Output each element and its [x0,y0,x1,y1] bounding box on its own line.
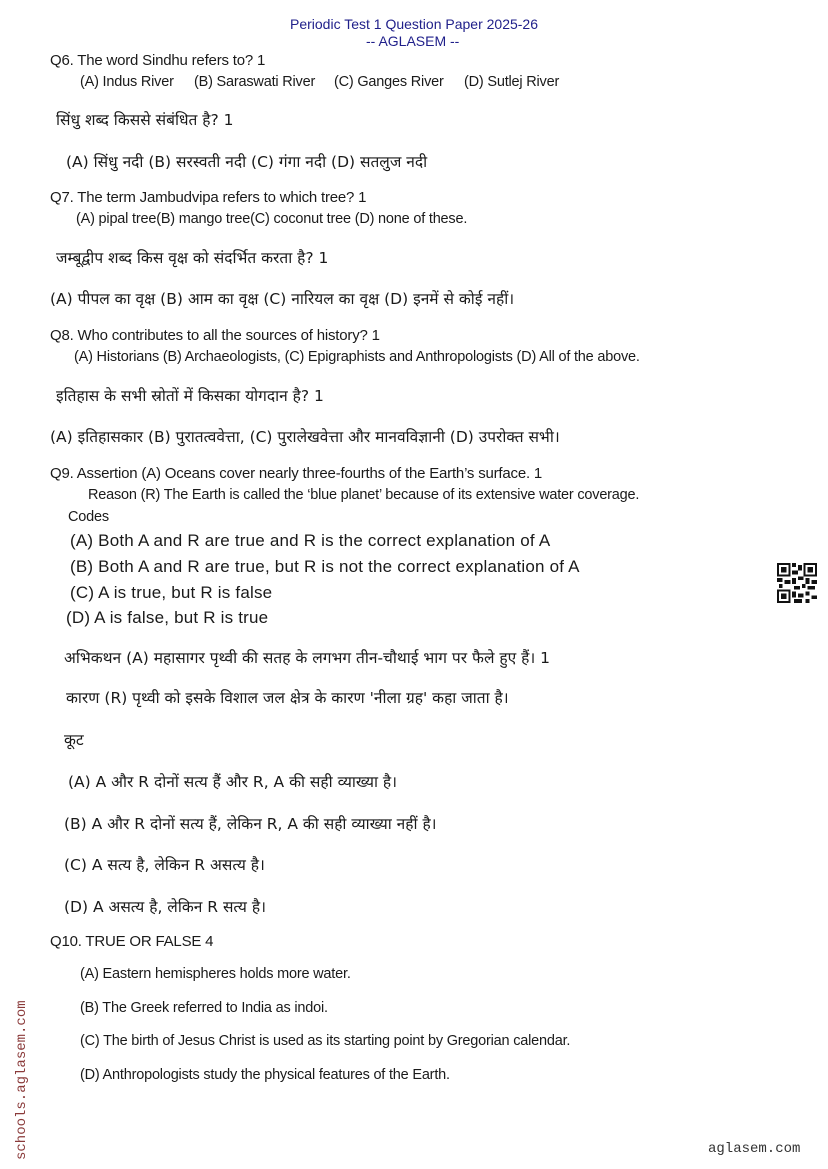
paper-title: Periodic Test 1 Question Paper 2025-26 [290,16,539,32]
footer-watermark: aglasem.com [708,1141,801,1157]
q9-codes-label-en: Codes [68,509,109,525]
q9-code-b-en: (B) Both A and R are true, but R is not the correct explanation of A [70,557,580,576]
q6-option-b: (B) Saraswati River [194,74,316,90]
qr-code-icon [777,563,817,603]
q9-reason-en: Reason (R) The Earth is called the ‘blue planet’ because of its extensive water coverage. [88,487,640,503]
q7-options-hi: (A) पीपल का वृक्ष (B) आम का वृक्ष (C) नारियल का वृक्ष (D) इनमें से कोई नहीं। [50,290,515,308]
q10-question-en: Q10. TRUE OR FALSE 4 [50,933,214,950]
q7-question-hi: जम्बूद्वीप शब्द किस वृक्ष को संदर्भित करता है? 1 [56,249,329,267]
q6-option-a: (A) Indus River [80,74,174,90]
q7-options-en: (A) pipal tree(B) mango tree(C) coconut tree (D) none of these. [76,211,468,227]
q9-code-d-hi: (D) A असत्य है, लेकिन R सत्य है। [64,898,266,916]
q9-assertion-hi: अभिकथन (A) महासागर पृथ्वी की सतह के लगभग तीन-चौथाई भाग पर फैले हुए हैं। 1 [64,649,550,667]
q8-question-hi: इतिहास के सभी स्रोतों में किसका योगदान है? 1 [56,387,324,405]
q10-item-d: (D) Anthropologists study the physical features of the Earth. [80,1067,450,1083]
q6-option-d: (D) Sutlej River [464,74,560,90]
q6-question-hi: सिंधु शब्द किससे संबंधित है? 1 [56,111,234,129]
q9-code-d-en: (D) A is false, but R is true [66,608,269,627]
q8-options-en: (A) Historians (B) Archaeologists, (C) Epigraphists and Anthropologists (D) All of the above. [74,349,640,365]
q10-item-a: (A) Eastern hemispheres holds more water. [80,966,351,982]
q6-question-en: Q6. The word Sindhu refers to? 1 [50,52,266,69]
q8-question-en: Q8. Who contributes to all the sources of history? 1 [50,327,380,344]
q9-codes-label-hi: कूट [64,731,84,749]
q9-code-c-hi: (C) A सत्य है, लेकिन R असत्य है। [64,856,265,874]
q8-options-hi: (A) इतिहासकार (B) पुरातत्ववेत्ता, (C) पुरालेखवेत्ता और मानवविज्ञानी (D) उपरोक्त सभी। [50,428,560,446]
q9-code-a-en: (A) Both A and R are true and R is the correct explanation of A [70,531,551,550]
q6-option-c: (C) Ganges River [334,74,444,90]
q9-code-a-hi: (A) A और R दोनों सत्य हैं और R, A की सही व्याख्या है। [68,773,397,791]
side-watermark: schools.aglasem.com [14,1000,30,1160]
paper-subtitle: -- AGLASEM -- [366,33,460,49]
q9-assertion-en: Q9. Assertion (A) Oceans cover nearly three-fourths of the Earth’s surface. 1 [50,465,543,482]
q9-code-b-hi: (B) A और R दोनों सत्य हैं, लेकिन R, A की सही व्याख्या नहीं है। [64,815,437,833]
q6-options-hi: (A) सिंधु नदी (B) सरस्वती नदी (C) गंगा नदी (D) सतलुज नदी [66,153,428,171]
q7-question-en: Q7. The term Jambudvipa refers to which tree? 1 [50,189,367,206]
q9-reason-hi: कारण (R) पृथ्वी को इसके विशाल जल क्षेत्र के कारण 'नीला ग्रह' कहा जाता है। [66,689,509,707]
q9-code-c-en: (C) A is true, but R is false [70,583,273,602]
q10-item-c: (C) The birth of Jesus Christ is used as its starting point by Gregorian calendar. [80,1033,571,1049]
q10-item-b: (B) The Greek referred to India as indoi. [80,1000,328,1016]
